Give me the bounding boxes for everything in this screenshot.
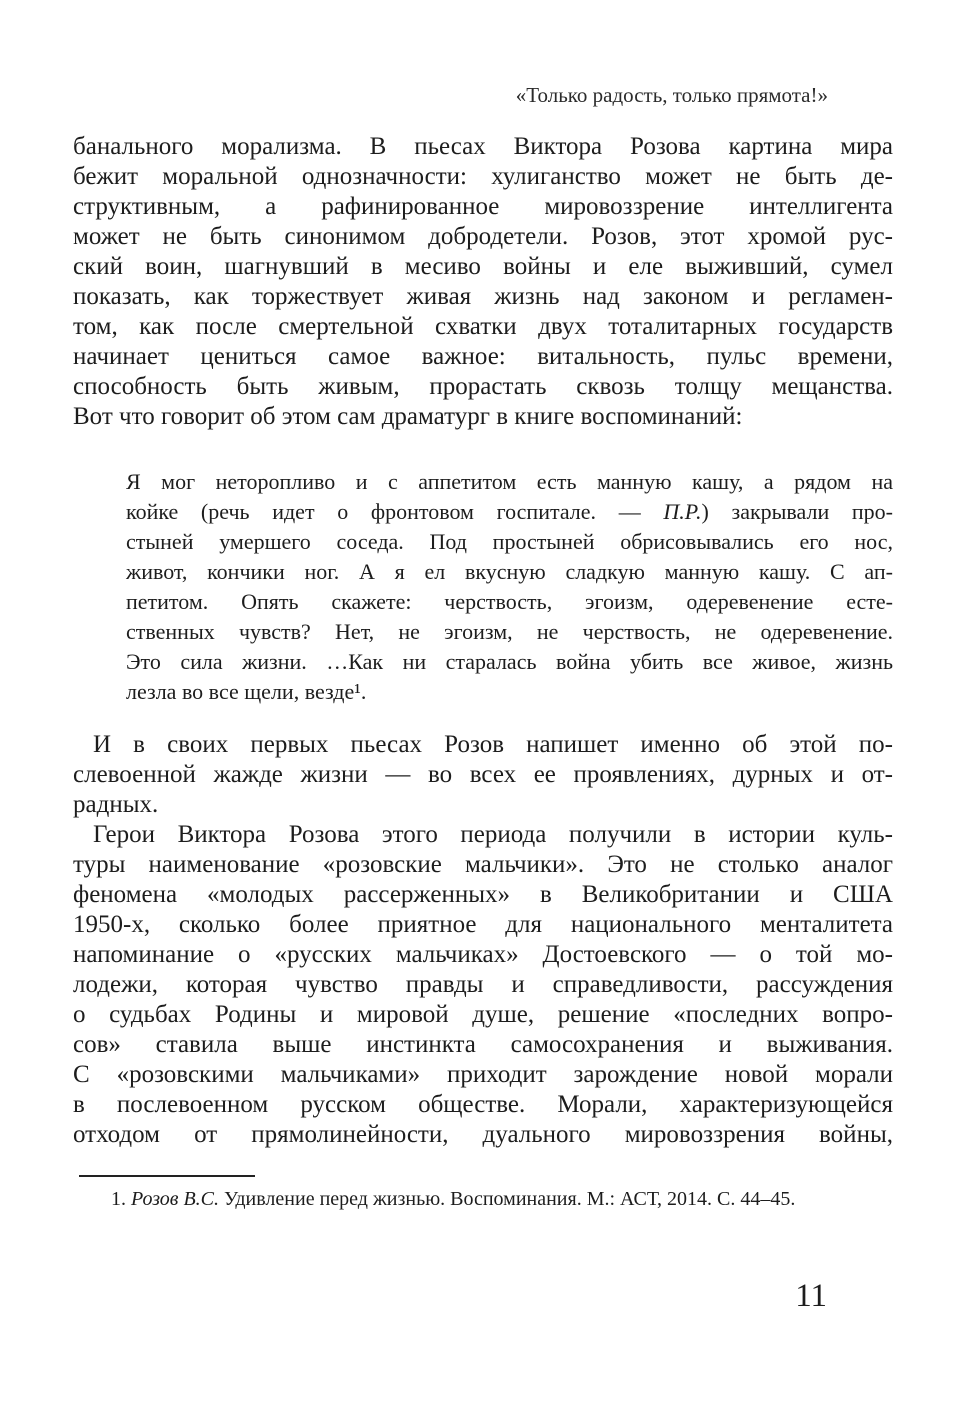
text-line: И в своих первых пьесах Розов напишет именно об этой по- (93, 731, 893, 758)
text-line: Вот что говорит об этом сам драматург в книге воспоминаний: (73, 403, 743, 430)
paragraph-3 (73, 820, 893, 1150)
text-line: С «розовскими мальчиками» приходит зарождение новой морали (73, 1061, 893, 1088)
text-line: сов» ставила выше инстинкта самосохранения и выживания. (73, 1031, 893, 1058)
text-line: в послевоенном русском обществе. Морали, характеризующейся (73, 1091, 893, 1118)
text-line: лезла во все щели, везде¹. (126, 679, 367, 704)
text-line: бежит моральной однозначности: хулиганство может не быть де- (73, 163, 893, 190)
text-line: ский воин, шагнувший в месиво войны и еле выживший, сумел (73, 253, 893, 280)
text-line: способность быть живым, прорастать сквозь толщу мещанства. (73, 373, 893, 400)
text-line: том, как после смертельной схватки двух тоталитарных государств (73, 313, 893, 340)
text-line: 1. Розов В.С. Удивление перед жизнью. Воспоминания. М.: АСТ, 2014. С. 44–45. (111, 1188, 796, 1210)
text-line: напоминание о «русских мальчиках» Достоевского — о той мо- (73, 941, 893, 968)
text-column (73, 132, 893, 1212)
text-line: может не быть синонимом добродетели. Розов, этот хромой рус- (73, 223, 893, 250)
footnote (73, 1186, 893, 1212)
page-number: 11 (795, 1278, 827, 1314)
text-line: начинает цениться самое важное: витальность, пульс времени, (73, 343, 893, 370)
text-line: слевоенной жажде жизни — во всех ее проявлениях, дурных и от- (73, 761, 893, 788)
text-line: о судьбах Родины и мировой душе, решение «последних вопро- (73, 1001, 893, 1028)
text-line: лодежи, которая чувство правды и справедливости, рассуждения (73, 971, 893, 998)
paragraph-2 (73, 730, 893, 820)
text-line: туры наименование «розовские мальчики». Это не столько аналог (73, 851, 893, 878)
text-line: феномена «молодых рассерженных» в Великобритании и США (73, 881, 893, 908)
text-line: 1950-х, сколько более приятное для национального менталитета (73, 911, 893, 938)
text-line: стыней умершего соседа. Под простыней обрисовывались его нос, (126, 529, 893, 554)
text-line: ственных чувств? Нет, не эгоизм, не черствость, не одеревенение. (126, 619, 893, 644)
running-head: «Только радость, только прямота!» (515, 83, 828, 107)
footnote-rule (79, 1175, 255, 1177)
text-line: живот, кончики ног. А я ел вкусную сладкую манную кашу. С ап- (126, 559, 893, 584)
text-line: Я мог неторопливо и с аппетитом есть манную кашу, а рядом на (126, 469, 893, 494)
text-line: банального морализма. В пьесах Виктора Розова картина мира (73, 133, 893, 160)
text-line: структивным, а рафинированное мировоззрение интеллигента (73, 193, 893, 220)
text-line: Это сила жизни. …Как ни старалась война убить все живое, жизнь (126, 649, 893, 674)
text-line: Герои Виктора Розова этого периода получили в истории куль- (93, 821, 893, 848)
paragraph-1 (73, 132, 893, 432)
text-line: отходом от прямолинейности, дуального мировоззрения войны, (73, 1121, 893, 1148)
text-line: петитом. Опять скажете: черствость, эгоизм, одеревенение есте- (126, 589, 893, 614)
block-quote (126, 467, 893, 707)
text-line: показать, как торжествует живая жизнь над законом и регламен- (73, 283, 893, 310)
text-line: койке (речь идет о фронтовом госпитале. — П.Р.) закрывали про- (126, 499, 893, 524)
text-line: радных. (73, 791, 159, 818)
